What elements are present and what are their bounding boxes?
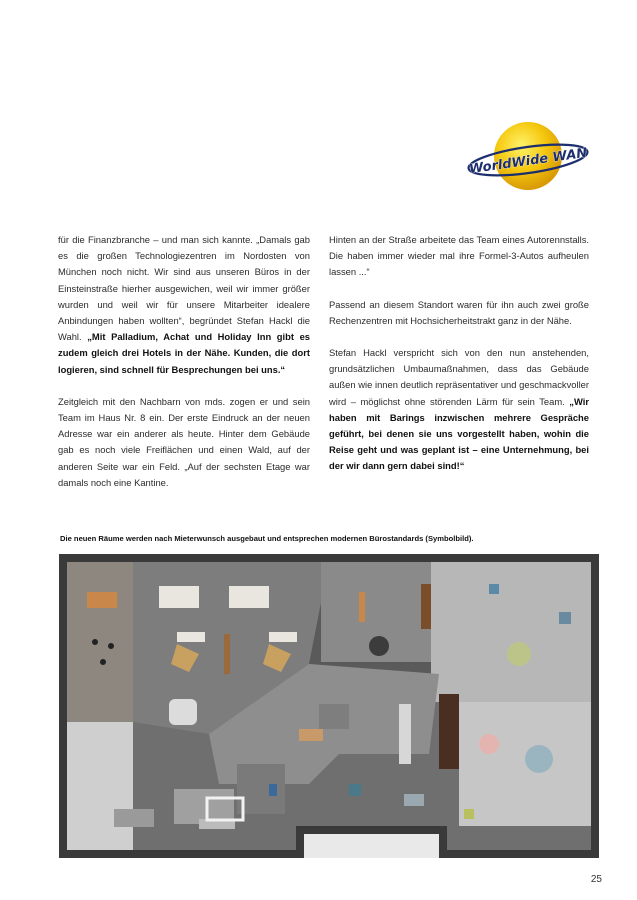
figure-caption: Die neuen Räume werden nach Mieterwunsch ausgebaut und entsprechen modernen Bürostandards (Symbolbild). bbox=[60, 534, 474, 543]
logo-wordmark: WorldWide WAN bbox=[468, 145, 589, 178]
office-floor-plan-image bbox=[59, 554, 599, 858]
left-paragraph-1 bbox=[58, 232, 310, 378]
right-paragraph-2: Passend an diesem Standort waren für ihn auch zwei große Rechenzentren mit Hochsicherheitstrakt ganz in der Nähe. bbox=[329, 298, 589, 326]
right-paragraph-1: Hinten an der Straße arbeitete das Team eines Autorennstalls. Die haben immer wieder mal ihre Formel-3-Autos aufheulen lassen ...“ bbox=[329, 234, 589, 278]
page-number: 25 bbox=[590, 874, 602, 885]
right-paragraph-3-text: Stefan Hackl verspricht sich von den nun anstehenden, grundsätzlichen Umbaumaßnahmen, dass das Gebäude außen wie innen deutlich repräsentativer und geschmackvoller wird – möglichst ohne störenden Lärm für sein Team. bbox=[329, 347, 589, 407]
article-column-left bbox=[58, 232, 310, 507]
right-paragraph-3-quote: „Wir haben mit Barings inzwischen mehrere Gespräche geführt, bei denen sie uns vorgestellt haben, wohin die Reise geht und was geplant ist – eine Unternehmung, bei der wir dann gern dabei sind!“ bbox=[329, 395, 589, 472]
left-paragraph-2: Zeitgleich mit den Nachbarn von mds. zogen er und sein Team im Haus Nr. 8 ein. Der erste Eindruck an der neuen Adresse war ein anderer als heute. Hinter dem Gebäude gab es noch viele Freiflächen und einen Wald, auf der anderen Seite war ein Feld. „Auf der sechsten Etage war damals noch eine Kantine. bbox=[58, 395, 310, 488]
left-paragraph-1-quote: „Mit Palladium, Achat und Holiday Inn gibt es zudem gleich drei Hotels in der Nähe. Kunden, die dort logieren, sind schnell für Besprechungen bei uns.“ bbox=[58, 331, 310, 375]
right-paragraph-3 bbox=[329, 345, 589, 475]
worldwidewan-logo bbox=[466, 118, 590, 198]
left-paragraph-1-text: für die Finanzbranche – und man sich kannte. „Damals gab es die großen Technologiezentren im Nordosten von München noch nicht. Wir sind aus unseren Büros in der Einsteinstraße hierher ausgewichen, weil wir immer größer wurden und weil wir für unsere Mitarbeiter idealere Anbindungen haben wollten“, begründet Stefan Hackl die Wahl. bbox=[58, 234, 310, 343]
article-column-right bbox=[329, 232, 589, 491]
